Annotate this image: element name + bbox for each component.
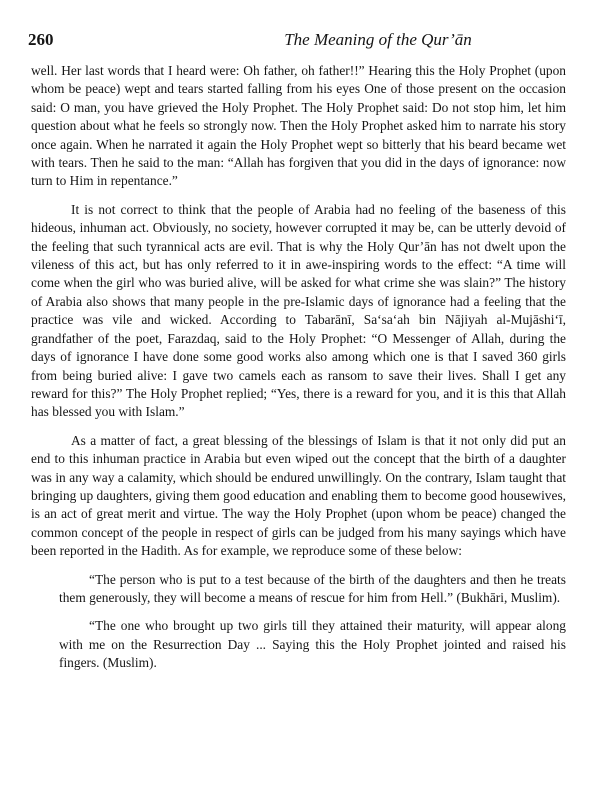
paragraph-arabia-feeling: It is not correct to think that the people of Arabia had no feeling of the baseness of this hideous, inhuman act. Obviously, no society, however corrupted it may be, can be utterly devoid of the feeling that such tyrannical acts are evil. That is why the Holy Qur’ān has not dwelt upon the vileness of this act, but has only referred to it in awe-inspiring words to the effect: “A time will come when the girl who was buried alive, will be asked for what crime she was slain?” The history of Arabia also shows that many people in the pre-Islamic days of ignorance had a feeling that the practice was vile and wicked. According to Tabarānī, Sa‘sa‘ah bin Nājiyah al-Mujāshi‘ī, grandfather of the poet, Farazdaq, said to the Holy Prophet: “O Messenger of Allah, during the days of ignorance I have done some good works also among which one is that I saved 360 girls from being buried alive: I gave two camels each as ransom to save their lives. Shall I get any reward for this?” The Holy Prophet replied; “Yes, there is a reward for you, and it is this that Allah has blessed you with Islam.” <box>31 201 566 420</box>
paragraph-continuation: well. Her last words that I heard were: Oh father, oh father!!” Hearing this the Holy Prophet (upon whom be peace) wept and tears started falling from his eyes One of those present on the occasion said: O man, you have grieved the Holy Prophet. The Holy Prophet said: Do not stop him, let him question about what he feels so strongly now. Then the Holy Prophet asked him to narrate his story once again. When he narrated it again the Holy Prophet wept so bitterly that his beard became wet with tears. Then he said to the man: “Allah has forgiven that you did in the days of ignorance: now turn to Him in repentance.” <box>31 63 566 189</box>
hadith-quote-muslim: “The one who brought up two girls till they attained their maturity, will appear along with me on the Resurrection Day ... Saying this the Holy Prophet jointed and raised his fingers. (Muslim). <box>59 618 566 671</box>
page-header <box>28 30 568 52</box>
hadith-quote-bukhari: “The person who is put to a test because of the birth of the daughters and then he treats them generously, they will become a means of rescue for him from Hell.” (Bukhāri, Muslim). <box>59 571 566 605</box>
paragraph-blessing-of-islam: As a matter of fact, a great blessing of the blessings of Islam is that it not only did put an end to this inhuman practice in Arabia but even wiped out the concept that the birth of a daughter was in any way a calamity, which should be endured unwillingly. On the contrary, Islam taught that bringing up daughters, giving them good education and enabling them to become good housewives, is an act of great merit and virtue. The way the Holy Prophet (upon whom be peace) changed the common concept of the people in respect of girls can be judged from his many sayings which have been reported in the Hadith. As for example, we reproduce some of these below: <box>31 432 566 559</box>
page-number: 260 <box>28 30 54 49</box>
body-text <box>31 62 566 673</box>
running-title: The Meaning of the Qur’ān <box>284 30 472 49</box>
